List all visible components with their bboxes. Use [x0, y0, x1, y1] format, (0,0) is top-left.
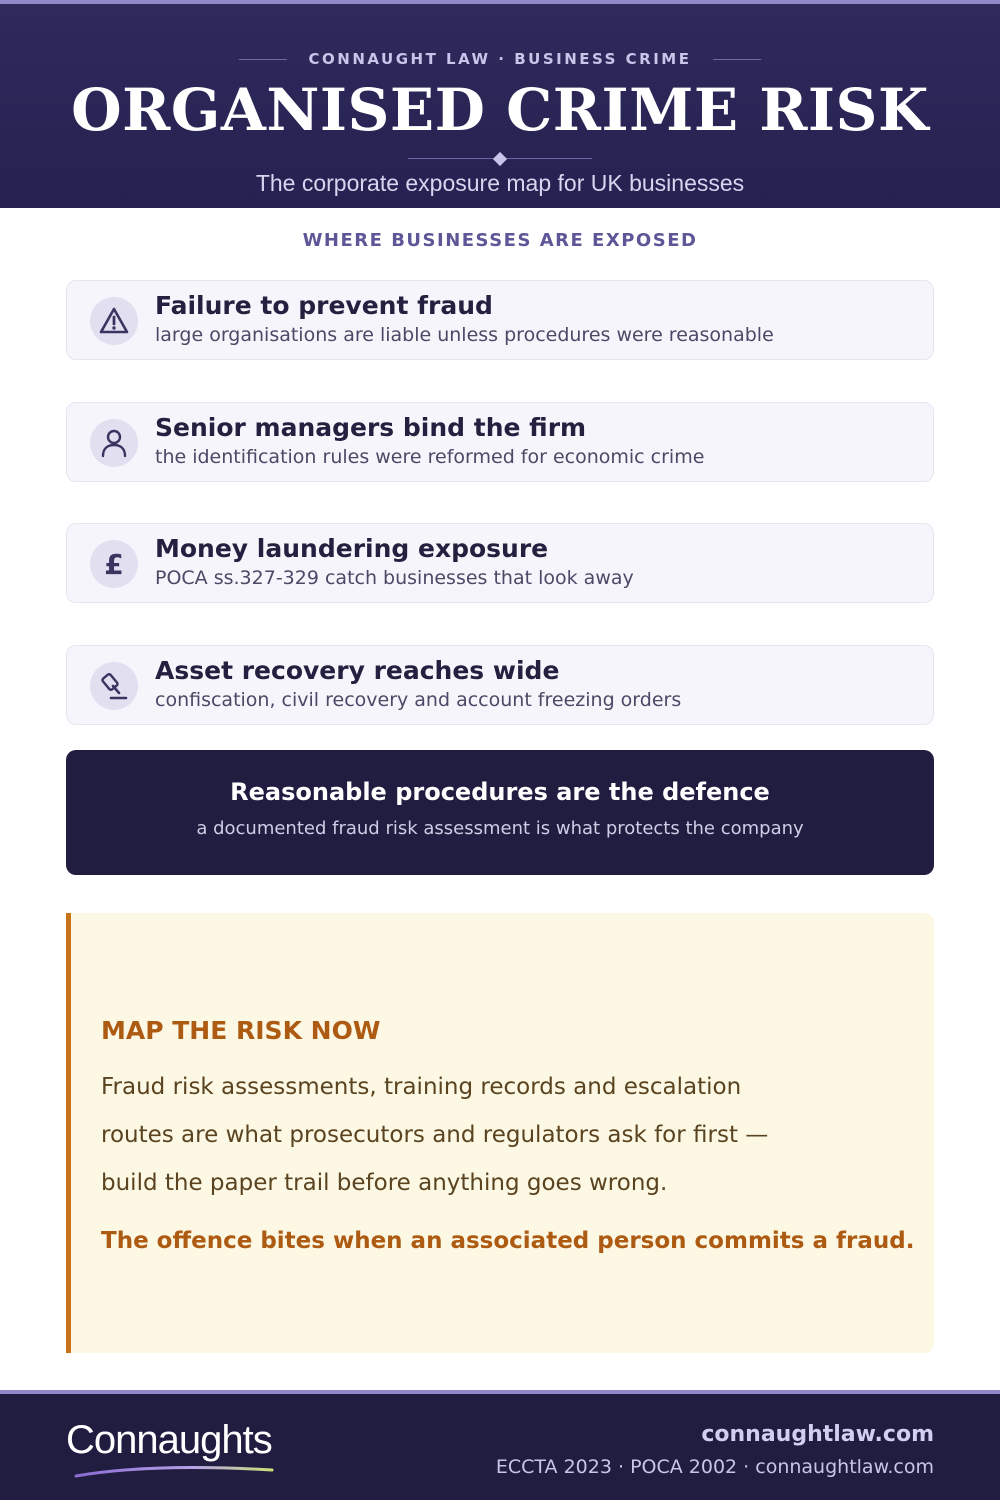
logo-swoosh-icon [74, 1464, 274, 1480]
defence-title: Reasonable procedures are the defence [230, 778, 770, 806]
eyebrow-rule-right [713, 59, 761, 60]
card-text: large organisations are liable unless procedures were reasonable [155, 324, 774, 346]
card-title: Asset recovery reaches wide [155, 656, 560, 685]
diamond-divider [408, 152, 592, 166]
card-title: Senior managers bind the firm [155, 413, 587, 442]
card-title: Money laundering exposure [155, 534, 549, 563]
card-money-laundering [66, 523, 934, 603]
connaughts-logo[interactable] [66, 1418, 286, 1480]
section-label: WHERE BUSINESSES ARE EXPOSED [302, 230, 698, 251]
card-senior-managers [66, 402, 934, 482]
cta-emphasis: The offence bites when an associated person commits a fraud. [101, 1228, 915, 1254]
eyebrow-row [0, 50, 1000, 68]
card-text: the identification rules were reformed for economic crime [155, 446, 705, 468]
cta-body: Fraud risk assessments, training records and escalation routes are what prosecutors and regulators ask for first — build the paper trail before anything goes wrong. [101, 1074, 769, 1196]
cta-heading: MAP THE RISK NOW [101, 1016, 381, 1045]
person-icon [90, 419, 138, 467]
page-title: ORGANISED CRIME RISK [71, 76, 929, 144]
eyebrow-text: CONNAUGHT LAW · BUSINESS CRIME [308, 50, 692, 68]
footer-references: ECCTA 2023 · POCA 2002 · connaughtlaw.com [495, 1456, 934, 1478]
card-text: confiscation, civil recovery and account freezing orders [155, 689, 682, 711]
warning-triangle-icon [90, 297, 138, 345]
defence-callout [66, 750, 934, 875]
logo-text: Connaughts [66, 1418, 272, 1462]
defence-text: a documented fraud risk assessment is what protects the company [196, 818, 804, 839]
eyebrow-rule-left [239, 59, 287, 60]
card-title: Failure to prevent fraud [155, 291, 493, 320]
gavel-icon [90, 662, 138, 710]
header-banner [0, 0, 1000, 208]
card-text: POCA ss.327-329 catch businesses that look away [155, 567, 634, 589]
pound-sign-icon: £ [90, 540, 138, 588]
cta-panel [66, 913, 934, 1353]
footer-website-link[interactable]: connaughtlaw.com [701, 1422, 934, 1447]
footer [0, 1390, 1000, 1500]
card-failure-to-prevent-fraud [66, 280, 934, 360]
page-subtitle: The corporate exposure map for UK businesses [255, 170, 745, 196]
diamond-icon [493, 152, 507, 166]
card-asset-recovery [66, 645, 934, 725]
